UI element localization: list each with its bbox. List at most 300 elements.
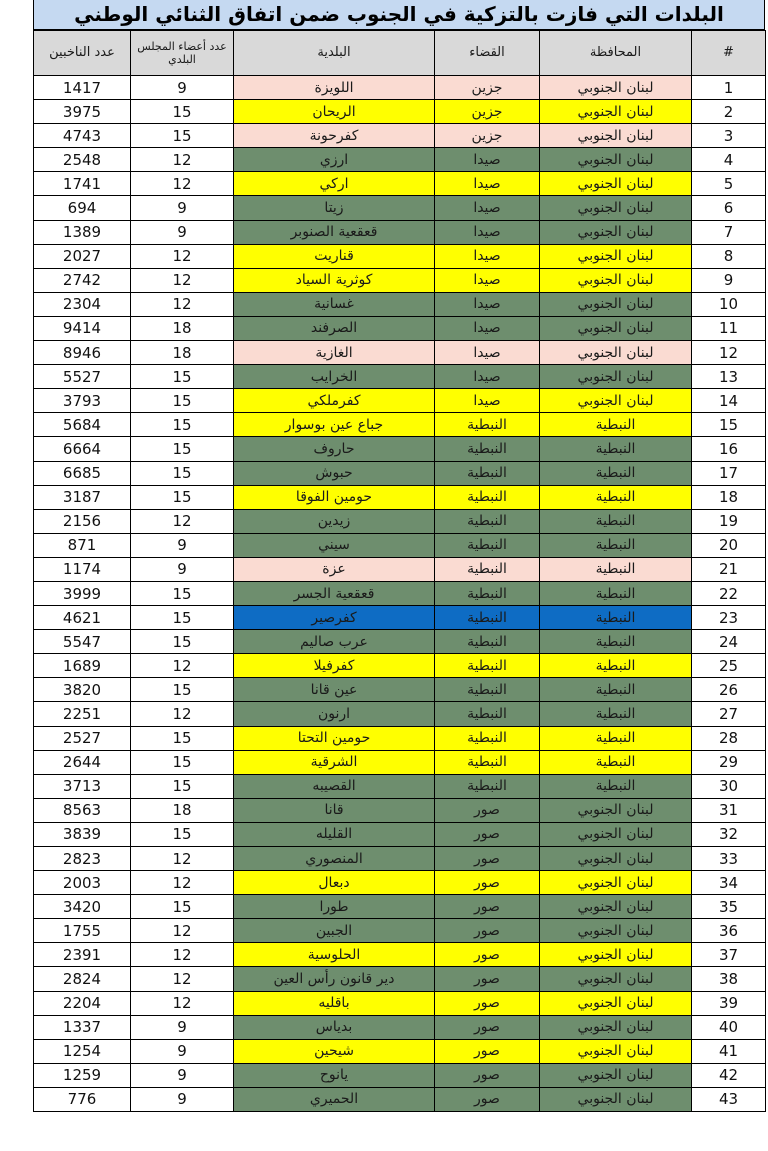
cell-municipality: زيدين <box>234 509 435 533</box>
cell-municipality: حاروف <box>234 437 435 461</box>
cell-index: 2 <box>692 100 766 124</box>
cell-governorate: النبطية <box>540 750 692 774</box>
cell-governorate: لبنان الجنوبي <box>540 76 692 100</box>
cell-members: 12 <box>131 292 234 316</box>
cell-governorate: لبنان الجنوبي <box>540 220 692 244</box>
table-row <box>34 822 766 846</box>
cell-index: 36 <box>692 919 766 943</box>
cell-governorate: لبنان الجنوبي <box>540 1063 692 1087</box>
cell-members: 9 <box>131 1063 234 1087</box>
cell-index: 25 <box>692 654 766 678</box>
cell-members: 12 <box>131 509 234 533</box>
cell-members: 15 <box>131 365 234 389</box>
cell-voters: 2742 <box>34 268 131 292</box>
cell-members: 9 <box>131 1039 234 1063</box>
cell-voters: 2824 <box>34 967 131 991</box>
cell-municipality: حومين الفوقا <box>234 485 435 509</box>
table-row <box>34 316 766 340</box>
table-row <box>34 124 766 148</box>
cell-governorate: لبنان الجنوبي <box>540 798 692 822</box>
cell-index: 37 <box>692 943 766 967</box>
cell-municipality: كفرحونة <box>234 124 435 148</box>
cell-index: 28 <box>692 726 766 750</box>
cell-voters: 1741 <box>34 172 131 196</box>
cell-index: 8 <box>692 244 766 268</box>
cell-members: 12 <box>131 943 234 967</box>
cell-voters: 8563 <box>34 798 131 822</box>
cell-index: 35 <box>692 895 766 919</box>
header-municipality: البلدية <box>234 31 435 76</box>
table-row <box>34 798 766 822</box>
cell-index: 24 <box>692 630 766 654</box>
cell-governorate: النبطية <box>540 413 692 437</box>
cell-voters: 2823 <box>34 847 131 871</box>
table-row <box>34 678 766 702</box>
table-row <box>34 76 766 100</box>
cell-members: 12 <box>131 991 234 1015</box>
table-row <box>34 461 766 485</box>
cell-voters: 2527 <box>34 726 131 750</box>
cell-district: النبطية <box>435 509 540 533</box>
cell-governorate: لبنان الجنوبي <box>540 172 692 196</box>
cell-members: 12 <box>131 702 234 726</box>
cell-voters: 2251 <box>34 702 131 726</box>
cell-index: 7 <box>692 220 766 244</box>
cell-district: صيدا <box>435 244 540 268</box>
cell-municipality: الصرفند <box>234 316 435 340</box>
cell-governorate: لبنان الجنوبي <box>540 943 692 967</box>
cell-index: 4 <box>692 148 766 172</box>
table-row <box>34 196 766 220</box>
cell-municipality: اللويزة <box>234 76 435 100</box>
cell-municipality: عزة <box>234 557 435 581</box>
cell-governorate: النبطية <box>540 461 692 485</box>
cell-members: 9 <box>131 196 234 220</box>
header-district: القضاء <box>435 31 540 76</box>
cell-index: 19 <box>692 509 766 533</box>
cell-district: صور <box>435 871 540 895</box>
table-row <box>34 220 766 244</box>
table-row <box>34 341 766 365</box>
cell-members: 9 <box>131 76 234 100</box>
table-row <box>34 943 766 967</box>
cell-members: 12 <box>131 268 234 292</box>
cell-members: 12 <box>131 148 234 172</box>
cell-municipality: كفرفيلا <box>234 654 435 678</box>
cell-voters: 2644 <box>34 750 131 774</box>
cell-voters: 1755 <box>34 919 131 943</box>
cell-municipality: جباع عين بوسوار <box>234 413 435 437</box>
cell-index: 1 <box>692 76 766 100</box>
cell-index: 39 <box>692 991 766 1015</box>
cell-governorate: لبنان الجنوبي <box>540 268 692 292</box>
table-title: البلدات التي فازت بالتزكية في الجنوب ضمن اتفاق الثنائي الوطني <box>33 0 765 30</box>
table-row <box>34 654 766 678</box>
cell-municipality: سيني <box>234 533 435 557</box>
cell-governorate: النبطية <box>540 437 692 461</box>
table-row <box>34 606 766 630</box>
cell-voters: 2204 <box>34 991 131 1015</box>
cell-voters: 9414 <box>34 316 131 340</box>
cell-voters: 8946 <box>34 341 131 365</box>
cell-municipality: الحميري <box>234 1087 435 1111</box>
cell-governorate: النبطية <box>540 630 692 654</box>
cell-members: 18 <box>131 798 234 822</box>
cell-municipality: يانوح <box>234 1063 435 1087</box>
table-row <box>34 1015 766 1039</box>
cell-governorate: لبنان الجنوبي <box>540 124 692 148</box>
table-row <box>34 244 766 268</box>
cell-voters: 5527 <box>34 365 131 389</box>
cell-governorate: النبطية <box>540 774 692 798</box>
cell-district: النبطية <box>435 581 540 605</box>
table-row <box>34 172 766 196</box>
cell-members: 18 <box>131 316 234 340</box>
cell-municipality: قعقعية الجسر <box>234 581 435 605</box>
cell-district: النبطية <box>435 774 540 798</box>
table-row <box>34 726 766 750</box>
cell-district: صور <box>435 798 540 822</box>
cell-index: 27 <box>692 702 766 726</box>
cell-members: 9 <box>131 1015 234 1039</box>
cell-governorate: النبطية <box>540 702 692 726</box>
cell-members: 12 <box>131 919 234 943</box>
cell-municipality: الخرايب <box>234 365 435 389</box>
cell-district: النبطية <box>435 606 540 630</box>
table-row <box>34 292 766 316</box>
cell-governorate: لبنان الجنوبي <box>540 244 692 268</box>
cell-voters: 1254 <box>34 1039 131 1063</box>
cell-index: 32 <box>692 822 766 846</box>
cell-voters: 3999 <box>34 581 131 605</box>
table-row <box>34 967 766 991</box>
cell-index: 23 <box>692 606 766 630</box>
cell-district: صور <box>435 1015 540 1039</box>
cell-district: النبطية <box>435 413 540 437</box>
cell-voters: 4743 <box>34 124 131 148</box>
cell-district: النبطية <box>435 726 540 750</box>
cell-district: النبطية <box>435 630 540 654</box>
cell-district: النبطية <box>435 461 540 485</box>
table-row <box>34 437 766 461</box>
cell-members: 15 <box>131 461 234 485</box>
cell-members: 15 <box>131 124 234 148</box>
cell-members: 12 <box>131 654 234 678</box>
cell-district: صيدا <box>435 365 540 389</box>
cell-voters: 694 <box>34 196 131 220</box>
cell-voters: 2156 <box>34 509 131 533</box>
cell-members: 15 <box>131 774 234 798</box>
cell-members: 15 <box>131 606 234 630</box>
cell-district: صيدا <box>435 172 540 196</box>
cell-district: صور <box>435 1087 540 1111</box>
cell-members: 15 <box>131 630 234 654</box>
cell-governorate: لبنان الجنوبي <box>540 991 692 1015</box>
cell-district: النبطية <box>435 654 540 678</box>
cell-governorate: لبنان الجنوبي <box>540 1039 692 1063</box>
cell-members: 15 <box>131 581 234 605</box>
cell-municipality: باقليه <box>234 991 435 1015</box>
cell-members: 15 <box>131 100 234 124</box>
cell-district: جزين <box>435 124 540 148</box>
cell-municipality: قانا <box>234 798 435 822</box>
cell-municipality: دبعال <box>234 871 435 895</box>
header-members: عدد أعضاء المجلس البلدي <box>131 31 234 76</box>
cell-index: 5 <box>692 172 766 196</box>
header-voters: عدد الناخبين <box>34 31 131 76</box>
cell-governorate: لبنان الجنوبي <box>540 316 692 340</box>
table-row <box>34 485 766 509</box>
cell-district: النبطية <box>435 678 540 702</box>
table-row <box>34 509 766 533</box>
cell-voters: 3820 <box>34 678 131 702</box>
cell-district: صور <box>435 991 540 1015</box>
cell-members: 15 <box>131 895 234 919</box>
cell-index: 6 <box>692 196 766 220</box>
cell-municipality: غسانية <box>234 292 435 316</box>
cell-governorate: لبنان الجنوبي <box>540 148 692 172</box>
cell-municipality: الحلوسية <box>234 943 435 967</box>
cell-municipality: زيتا <box>234 196 435 220</box>
header-index: # <box>692 31 766 76</box>
cell-voters: 5684 <box>34 413 131 437</box>
cell-governorate: لبنان الجنوبي <box>540 389 692 413</box>
cell-voters: 6685 <box>34 461 131 485</box>
cell-index: 38 <box>692 967 766 991</box>
cell-district: صور <box>435 822 540 846</box>
cell-municipality: كفرصير <box>234 606 435 630</box>
cell-district: صيدا <box>435 268 540 292</box>
cell-index: 42 <box>692 1063 766 1087</box>
cell-municipality: ارزي <box>234 148 435 172</box>
cell-district: النبطية <box>435 533 540 557</box>
cell-municipality: القليله <box>234 822 435 846</box>
table-row <box>34 919 766 943</box>
cell-members: 15 <box>131 485 234 509</box>
header-governorate: المحافظة <box>540 31 692 76</box>
table-row <box>34 750 766 774</box>
cell-district: جزين <box>435 100 540 124</box>
cell-voters: 3975 <box>34 100 131 124</box>
cell-governorate: لبنان الجنوبي <box>540 919 692 943</box>
cell-voters: 1337 <box>34 1015 131 1039</box>
cell-district: صور <box>435 895 540 919</box>
header-row <box>34 31 766 76</box>
table-row <box>34 1039 766 1063</box>
cell-municipality: القصيبه <box>234 774 435 798</box>
cell-members: 15 <box>131 389 234 413</box>
cell-members: 15 <box>131 822 234 846</box>
cell-municipality: عرب صاليم <box>234 630 435 654</box>
table-row <box>34 389 766 413</box>
cell-members: 15 <box>131 750 234 774</box>
table-row <box>34 557 766 581</box>
cell-district: النبطية <box>435 485 540 509</box>
cell-voters: 3839 <box>34 822 131 846</box>
cell-members: 12 <box>131 244 234 268</box>
table-row <box>34 365 766 389</box>
cell-municipality: حومين التحتا <box>234 726 435 750</box>
cell-index: 20 <box>692 533 766 557</box>
cell-index: 29 <box>692 750 766 774</box>
cell-governorate: لبنان الجنوبي <box>540 100 692 124</box>
cell-governorate: النبطية <box>540 678 692 702</box>
cell-district: صور <box>435 967 540 991</box>
table-row <box>34 581 766 605</box>
cell-voters: 1417 <box>34 76 131 100</box>
cell-district: صور <box>435 919 540 943</box>
cell-voters: 2304 <box>34 292 131 316</box>
cell-members: 9 <box>131 557 234 581</box>
cell-municipality: عين قانا <box>234 678 435 702</box>
cell-municipality: الشرقية <box>234 750 435 774</box>
cell-governorate: النبطية <box>540 509 692 533</box>
table-row <box>34 100 766 124</box>
cell-governorate: النبطية <box>540 557 692 581</box>
cell-index: 31 <box>692 798 766 822</box>
cell-voters: 2548 <box>34 148 131 172</box>
cell-municipality: قناريت <box>234 244 435 268</box>
table-row <box>34 413 766 437</box>
spreadsheet <box>33 0 765 1112</box>
cell-index: 30 <box>692 774 766 798</box>
cell-governorate: لبنان الجنوبي <box>540 895 692 919</box>
cell-index: 22 <box>692 581 766 605</box>
table-row <box>34 630 766 654</box>
cell-index: 9 <box>692 268 766 292</box>
cell-members: 12 <box>131 871 234 895</box>
cell-district: صيدا <box>435 196 540 220</box>
cell-municipality: شيحين <box>234 1039 435 1063</box>
cell-governorate: النبطية <box>540 726 692 750</box>
cell-index: 3 <box>692 124 766 148</box>
cell-municipality: دير قانون رأس العين <box>234 967 435 991</box>
cell-voters: 5547 <box>34 630 131 654</box>
cell-municipality: طورا <box>234 895 435 919</box>
cell-voters: 1174 <box>34 557 131 581</box>
cell-municipality: اركي <box>234 172 435 196</box>
cell-municipality: كوثرية السياد <box>234 268 435 292</box>
cell-district: النبطية <box>435 702 540 726</box>
cell-municipality: المنصوري <box>234 847 435 871</box>
cell-district: صيدا <box>435 148 540 172</box>
cell-voters: 3793 <box>34 389 131 413</box>
cell-governorate: لبنان الجنوبي <box>540 871 692 895</box>
cell-index: 14 <box>692 389 766 413</box>
table-row <box>34 533 766 557</box>
cell-district: النبطية <box>435 437 540 461</box>
cell-municipality: بدياس <box>234 1015 435 1039</box>
cell-municipality: قعقعية الصنوبر <box>234 220 435 244</box>
cell-governorate: النبطية <box>540 606 692 630</box>
cell-members: 12 <box>131 847 234 871</box>
cell-district: صيدا <box>435 220 540 244</box>
cell-district: جزين <box>435 76 540 100</box>
cell-index: 40 <box>692 1015 766 1039</box>
cell-voters: 3713 <box>34 774 131 798</box>
table-row <box>34 1087 766 1111</box>
cell-district: صور <box>435 847 540 871</box>
table-row <box>34 148 766 172</box>
cell-municipality: الغازية <box>234 341 435 365</box>
cell-index: 13 <box>692 365 766 389</box>
cell-governorate: النبطية <box>540 533 692 557</box>
cell-index: 11 <box>692 316 766 340</box>
cell-index: 16 <box>692 437 766 461</box>
cell-governorate: النبطية <box>540 654 692 678</box>
cell-governorate: لبنان الجنوبي <box>540 1087 692 1111</box>
results-table <box>33 30 766 1112</box>
cell-members: 9 <box>131 220 234 244</box>
cell-district: صيدا <box>435 341 540 365</box>
cell-voters: 2027 <box>34 244 131 268</box>
cell-members: 9 <box>131 1087 234 1111</box>
cell-voters: 2003 <box>34 871 131 895</box>
cell-members: 15 <box>131 726 234 750</box>
cell-governorate: لبنان الجنوبي <box>540 292 692 316</box>
cell-members: 15 <box>131 437 234 461</box>
cell-voters: 4621 <box>34 606 131 630</box>
cell-index: 33 <box>692 847 766 871</box>
cell-municipality: حبوش <box>234 461 435 485</box>
cell-municipality: الجبين <box>234 919 435 943</box>
table-row <box>34 268 766 292</box>
cell-municipality: الريحان <box>234 100 435 124</box>
cell-index: 34 <box>692 871 766 895</box>
cell-governorate: لبنان الجنوبي <box>540 847 692 871</box>
cell-members: 12 <box>131 967 234 991</box>
cell-governorate: النبطية <box>540 485 692 509</box>
table-row <box>34 1063 766 1087</box>
cell-district: النبطية <box>435 557 540 581</box>
table-row <box>34 847 766 871</box>
cell-members: 18 <box>131 341 234 365</box>
cell-index: 43 <box>692 1087 766 1111</box>
cell-district: صيدا <box>435 316 540 340</box>
cell-district: صور <box>435 943 540 967</box>
cell-index: 15 <box>692 413 766 437</box>
cell-district: صيدا <box>435 389 540 413</box>
cell-voters: 1689 <box>34 654 131 678</box>
cell-members: 15 <box>131 678 234 702</box>
cell-district: صيدا <box>435 292 540 316</box>
cell-district: صور <box>435 1039 540 1063</box>
cell-governorate: لبنان الجنوبي <box>540 365 692 389</box>
table-row <box>34 895 766 919</box>
cell-members: 9 <box>131 533 234 557</box>
cell-index: 17 <box>692 461 766 485</box>
cell-index: 12 <box>692 341 766 365</box>
cell-municipality: كفرملكي <box>234 389 435 413</box>
cell-index: 10 <box>692 292 766 316</box>
cell-index: 18 <box>692 485 766 509</box>
cell-index: 26 <box>692 678 766 702</box>
table-row <box>34 702 766 726</box>
cell-municipality: ارنون <box>234 702 435 726</box>
cell-governorate: لبنان الجنوبي <box>540 822 692 846</box>
cell-governorate: لبنان الجنوبي <box>540 341 692 365</box>
table-row <box>34 871 766 895</box>
cell-members: 12 <box>131 172 234 196</box>
cell-governorate: لبنان الجنوبي <box>540 196 692 220</box>
cell-governorate: لبنان الجنوبي <box>540 967 692 991</box>
cell-governorate: النبطية <box>540 581 692 605</box>
table-row <box>34 991 766 1015</box>
cell-district: صور <box>435 1063 540 1087</box>
cell-voters: 3420 <box>34 895 131 919</box>
cell-members: 15 <box>131 413 234 437</box>
cell-voters: 776 <box>34 1087 131 1111</box>
